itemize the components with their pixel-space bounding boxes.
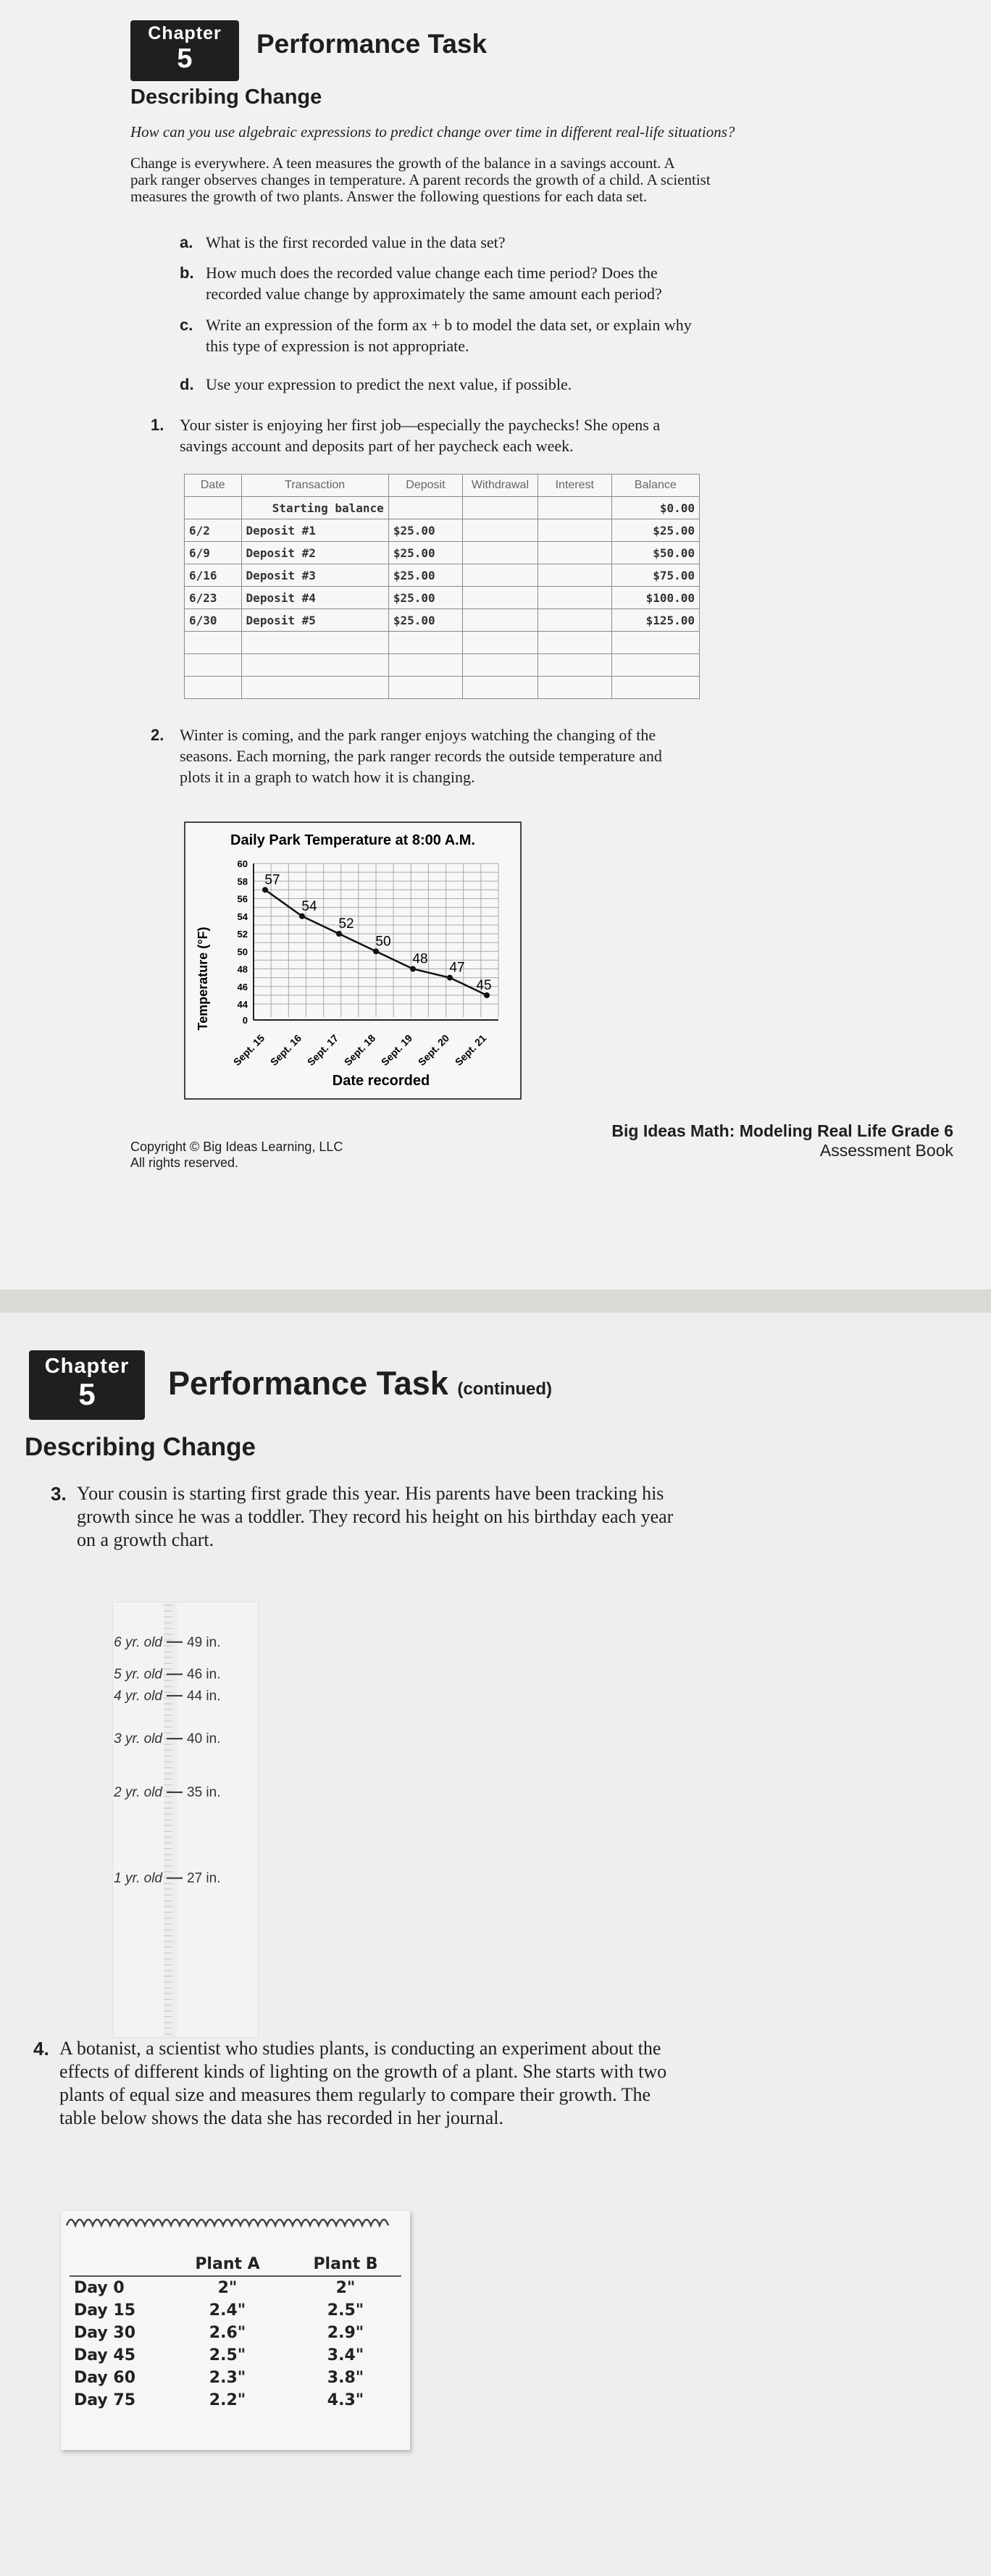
x-tick-label: Sept. 21: [452, 1032, 489, 1069]
ledger-cell: [462, 564, 538, 587]
ledger-cell: $25.00: [388, 587, 462, 609]
ledger-row: [185, 677, 700, 699]
part-text: this type of expression is not appropriate.: [206, 337, 469, 355]
ledger-cell: $25.00: [611, 519, 699, 542]
plant-cell: Day 45: [74, 2346, 136, 2364]
question-text: plots it in a graph to watch how it is changing.: [180, 768, 475, 786]
x-tick-label: Sept. 17: [304, 1032, 341, 1069]
question-3: [51, 1482, 673, 1552]
growth-chart-svg: [113, 1602, 258, 2037]
plant-cell: Day 0: [74, 2279, 125, 2297]
y-tick-label: 52: [237, 929, 248, 940]
x-tick-label: Sept. 15: [230, 1032, 267, 1069]
ledger-cell: [462, 497, 538, 519]
data-point: [373, 948, 379, 954]
part-c: [180, 314, 692, 356]
ledger-cell: $0.00: [611, 497, 699, 519]
book-name: Big Ideas Math: Modeling Real Life Grade 6: [611, 1121, 953, 1140]
page-2: [0, 1313, 991, 2576]
ledger-cell: [388, 632, 462, 654]
plant-row: [70, 2389, 401, 2412]
intro-line: measures the growth of two plants. Answer the following questions for each data set.: [130, 188, 648, 205]
ledger-cell: [388, 497, 462, 519]
x-tick-label: Sept. 19: [378, 1032, 415, 1069]
y-tick-label: 50: [237, 946, 248, 958]
part-a: [180, 232, 506, 253]
section-subtitle: Describing Change: [130, 85, 322, 109]
plant-cell: 2": [217, 2279, 238, 2297]
data-label: 48: [412, 951, 428, 967]
chart-x-axis-label: Date recorded: [332, 1073, 430, 1089]
y-tick-label: 60: [237, 858, 248, 869]
data-point: [447, 975, 453, 981]
ledger-cell: [611, 654, 699, 677]
chapter-badge: [130, 20, 239, 81]
question-4: [33, 2037, 666, 2130]
ledger-row: [185, 587, 700, 609]
question-text: savings account and deposits part of her paycheck each week.: [180, 437, 574, 455]
plant-growth-table: [70, 2253, 401, 2412]
plant-cell: Day 30: [74, 2324, 136, 2342]
ledger-row: [185, 564, 700, 587]
ledger-cell: $25.00: [388, 519, 462, 542]
chapter-badge: [29, 1350, 145, 1420]
ledger-header-row: [185, 474, 700, 497]
ledger-cell: Deposit #3: [241, 564, 388, 587]
plant-cell: Day 60: [74, 2369, 136, 2387]
data-point: [299, 913, 305, 919]
plant-cell: 2.6": [209, 2324, 246, 2342]
question-text: Your cousin is starting first grade this year. His parents have been tracking his: [77, 1483, 664, 1504]
plant-cell: Day 75: [74, 2391, 136, 2409]
part-text: Write an expression of the form ax + b to model the data set, or explain why: [206, 316, 692, 334]
plant-row: [70, 2299, 401, 2322]
part-letter: a.: [180, 233, 193, 251]
ledger-header: Balance: [611, 474, 699, 497]
ledger-cell: Starting balance: [241, 497, 388, 519]
question-1: [151, 414, 660, 456]
growth-age-label: 2 yr. old: [114, 1785, 162, 1801]
growth-height-label: 40 in.: [187, 1731, 221, 1747]
ledger-cell: $125.00: [611, 609, 699, 632]
ledger-header: Date: [185, 474, 242, 497]
plant-cell: 2.3": [209, 2369, 246, 2387]
ledger-cell: $50.00: [611, 542, 699, 564]
ledger-cell: $25.00: [388, 564, 462, 587]
ledger-cell: [185, 677, 242, 699]
ledger-cell: [185, 497, 242, 519]
plant-header: Plant B: [313, 2255, 378, 2273]
chapter-word: Chapter: [148, 23, 222, 43]
x-tick-label: Sept. 16: [267, 1032, 304, 1069]
chapter-number: 5: [177, 43, 193, 74]
part-text: recorded value change by approximately the same amount each period?: [206, 285, 662, 303]
data-label: 54: [301, 898, 317, 914]
data-point: [336, 931, 342, 937]
y-tick-label: 54: [237, 911, 248, 922]
chapter-number: 5: [78, 1377, 96, 1411]
ledger-cell: Deposit #4: [241, 587, 388, 609]
page-title: [168, 1365, 552, 1402]
plant-cell: 2": [335, 2279, 356, 2297]
plant-cell: 3.4": [327, 2346, 364, 2364]
plant-row: [70, 2276, 401, 2299]
page-title-suffix: (continued): [457, 1379, 553, 1399]
data-label: 50: [375, 934, 391, 950]
ledger-cell: 6/30: [185, 609, 242, 632]
chart-marks: [262, 872, 492, 998]
essential-question: How can you use algebraic expressions to predict change over time in different real-life situations?: [130, 123, 735, 141]
ledger-cell: [538, 587, 611, 609]
ledger-cell: [241, 677, 388, 699]
question-text: seasons. Each morning, the park ranger records the outside temperature and: [180, 747, 662, 765]
ledger-cell: $25.00: [388, 542, 462, 564]
growth-height-label: 27 in.: [187, 1870, 221, 1886]
ledger-cell: [611, 632, 699, 654]
plant-cell: 2.9": [327, 2324, 364, 2342]
plant-journal: [61, 2211, 410, 2450]
question-text: plants of equal size and measures them regularly to compare their growth. The: [59, 2084, 651, 2105]
ledger-cell: 6/23: [185, 587, 242, 609]
growth-chart: [113, 1602, 258, 2037]
data-point: [484, 992, 490, 998]
page-title-text: Performance Task: [168, 1365, 448, 1402]
growth-height-label: 35 in.: [187, 1785, 221, 1801]
ledger-cell: [538, 519, 611, 542]
ledger-cell: [538, 632, 611, 654]
ledger-cell: Deposit #2: [241, 542, 388, 564]
spiral-binding-icon: [61, 2211, 410, 2233]
y-tick-label: 58: [237, 876, 248, 887]
ledger-cell: [538, 497, 611, 519]
ledger-row: [185, 609, 700, 632]
ledger-cell: [462, 587, 538, 609]
growth-age-label: 6 yr. old: [114, 1634, 162, 1650]
ledger-cell: [462, 677, 538, 699]
ledger-cell: [241, 654, 388, 677]
ledger-cell: [538, 654, 611, 677]
copyright: [130, 1139, 343, 1171]
part-b: [180, 262, 662, 304]
intro-line: Change is everywhere. A teen measures the growth of the balance in a savings account. A: [130, 154, 675, 172]
ledger-cell: [462, 519, 538, 542]
ledger-cell: Deposit #1: [241, 519, 388, 542]
part-letter: d.: [180, 375, 194, 393]
plant-header-row: [70, 2253, 401, 2276]
plant-row: [70, 2367, 401, 2389]
growth-age-label: 5 yr. old: [114, 1667, 162, 1683]
ledger-header: Withdrawal: [462, 474, 538, 497]
growth-ruler: [164, 1602, 177, 2037]
intro-line: park ranger observes changes in temperature. A parent records the growth of a child. A scientist: [130, 171, 711, 188]
plant-cell: 2.5": [209, 2346, 246, 2364]
ledger-cell: [388, 677, 462, 699]
intro-paragraph: [130, 155, 711, 205]
y-tick-label: 44: [237, 999, 248, 1010]
ledger-cell: 6/2: [185, 519, 242, 542]
ledger-cell: [462, 632, 538, 654]
temperature-chart: [184, 821, 522, 1100]
plant-cell: 2.2": [209, 2391, 246, 2409]
question-text: effects of different kinds of lighting on the growth of a plant. She starts with two: [59, 2061, 667, 2082]
ledger-cell: [538, 609, 611, 632]
question-text: table below shows the data she has recorded in her journal.: [59, 2107, 503, 2128]
copyright-line: All rights reserved.: [130, 1155, 239, 1170]
data-label: 52: [338, 916, 354, 932]
section-subtitle: Describing Change: [25, 1433, 256, 1461]
ledger-cell: [462, 654, 538, 677]
part-text: Use your expression to predict the next value, if possible.: [206, 375, 572, 393]
plant-cell: 2.5": [327, 2301, 364, 2320]
question-text: Winter is coming, and the park ranger enjoys watching the changing of the: [180, 726, 656, 744]
chart-y-axis-label: Temperature (°F): [196, 927, 210, 1031]
ledger-cell: [611, 677, 699, 699]
chart-title: Daily Park Temperature at 8:00 A.M.: [230, 832, 475, 848]
ledger-cell: [538, 542, 611, 564]
ledger-cell: $75.00: [611, 564, 699, 587]
ledger-cell: [185, 632, 242, 654]
question-text: Your sister is enjoying her first job—especially the paychecks! She opens a: [180, 416, 661, 434]
ledger-cell: $100.00: [611, 587, 699, 609]
question-number: 2.: [151, 726, 164, 744]
part-text: How much does the recorded value change each time period? Does the: [206, 264, 658, 282]
growth-age-label: 1 yr. old: [114, 1870, 162, 1886]
part-d: [180, 374, 572, 395]
growth-age-label: 4 yr. old: [114, 1688, 162, 1704]
plant-cell: Day 15: [74, 2301, 136, 2320]
part-text: What is the first recorded value in the data set?: [206, 233, 506, 251]
ledger-header: Transaction: [241, 474, 388, 497]
ledger-cell: [462, 609, 538, 632]
book-type: Assessment Book: [819, 1141, 953, 1160]
y-tick-label: 46: [237, 981, 248, 992]
temperature-chart-svg: [185, 823, 520, 1098]
plant-cell: 3.8": [327, 2369, 364, 2387]
question-text: on a growth chart.: [77, 1529, 214, 1550]
savings-ledger-table: [184, 474, 700, 699]
y-tick-label: 56: [237, 893, 248, 905]
ledger-header: Interest: [538, 474, 611, 497]
ledger-row: [185, 542, 700, 564]
ledger-cell: $25.00: [388, 609, 462, 632]
x-tick-label: Sept. 20: [415, 1032, 452, 1069]
data-label: 47: [449, 960, 465, 976]
plant-cell: 4.3": [327, 2391, 364, 2409]
question-number: 3.: [51, 1483, 67, 1505]
ledger-cell: 6/9: [185, 542, 242, 564]
part-letter: c.: [180, 316, 193, 334]
growth-height-label: 46 in.: [187, 1667, 221, 1683]
ledger-row: [185, 632, 700, 654]
ledger-cell: [241, 632, 388, 654]
ledger-cell: [538, 677, 611, 699]
question-number: 4.: [33, 2038, 49, 2059]
growth-age-label: 3 yr. old: [114, 1731, 162, 1747]
ledger-row: [185, 654, 700, 677]
data-label: 45: [476, 977, 492, 993]
ledger-header: Deposit: [388, 474, 462, 497]
ledger-cell: Deposit #5: [241, 609, 388, 632]
data-point: [410, 966, 416, 972]
plant-row: [70, 2344, 401, 2367]
chapter-word: Chapter: [44, 1355, 130, 1378]
question-number: 1.: [151, 416, 164, 434]
growth-height-label: 44 in.: [187, 1688, 221, 1704]
plant-header: [70, 2253, 165, 2276]
page-title: Performance Task: [256, 29, 488, 59]
y-tick-label: 48: [237, 963, 248, 975]
x-tick-label: Sept. 18: [341, 1032, 378, 1069]
question-2: [151, 724, 662, 787]
data-label: 57: [264, 872, 280, 888]
ledger-row: [185, 497, 700, 519]
ledger-row: [185, 519, 700, 542]
y-tick-label: 0: [242, 1015, 248, 1026]
plant-row: [70, 2322, 401, 2344]
ledger-cell: [185, 654, 242, 677]
book-title: [611, 1121, 953, 1161]
question-text: growth since he was a toddler. They record his height on his birthday each year: [77, 1506, 674, 1527]
plant-header: Plant A: [195, 2255, 260, 2273]
part-letter: b.: [180, 264, 194, 282]
question-text: A botanist, a scientist who studies plants, is conducting an experiment about the: [59, 2038, 661, 2059]
ledger-cell: 6/16: [185, 564, 242, 587]
data-point: [262, 887, 268, 892]
ledger-cell: [538, 564, 611, 587]
ledger-cell: [462, 542, 538, 564]
ledger-cell: [388, 654, 462, 677]
copyright-line: Copyright © Big Ideas Learning, LLC: [130, 1139, 343, 1154]
plant-cell: 2.4": [209, 2301, 246, 2320]
growth-height-label: 49 in.: [187, 1634, 221, 1650]
